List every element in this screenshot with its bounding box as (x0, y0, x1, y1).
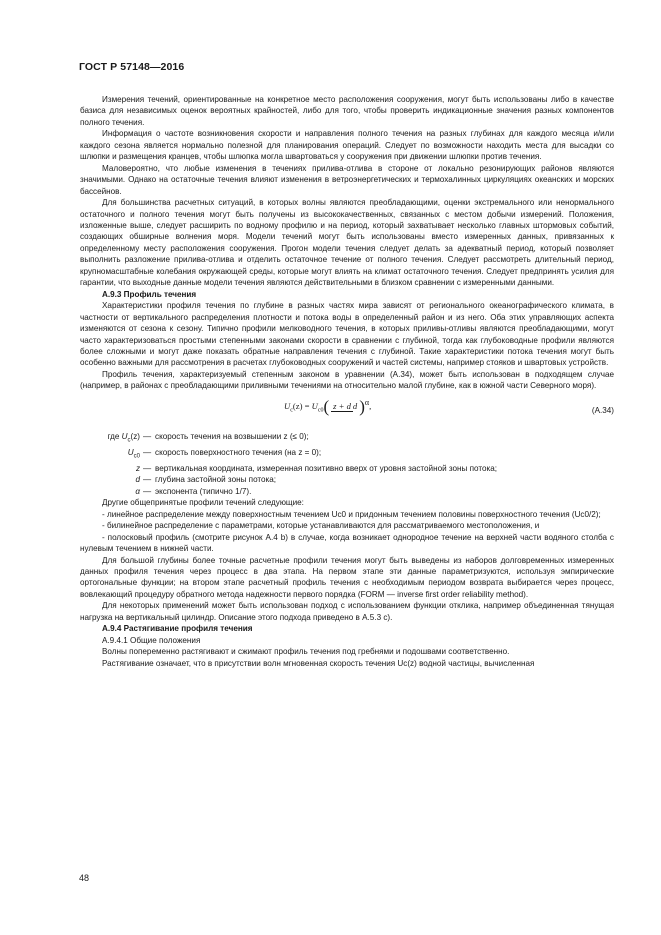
section-heading-a93: А.9.3 Профиль течения (102, 289, 197, 299)
definition-text: экспонента (типично 1/7). (155, 486, 252, 496)
formula-a34 (80, 395, 614, 427)
paragraph: - линейное распределение между поверхностным течением Uc0 и придонным течением половины поверхностного течения (Uc0/2); (102, 509, 601, 519)
formula-denominator: d (352, 400, 358, 411)
definitions-list (80, 431, 614, 498)
definition-item: d — глубина застойной зоны потока; (80, 474, 614, 485)
definition-text: скорость поверхностного течения (на z = 0); (155, 447, 322, 457)
paragraph: Для большинства расчетных ситуаций, в которых волны являются преобладающими, оценки экстремального или ненормального остаточного и полного течения могут быть получены из высококачественных, связанных с местом добычи измерений. Положения, изложенные выше, следует расширить по водному профилю и на период, который захватывает несколько главных штормовых событий, создающих обширные волнения моря. Модели течений могут быть использованы вместо измеренных данных, привязанных к определенному месту расположения сооружения. Прогон модели течения следует делать за адекватный период, который позволяет выполнить разложение прилива-отлива и отделить остаточное течение от полного течения. Следует рассмотреть длительный период, крупномасштабные колебания окружающей среды, которые могут влиять на климат остаточного течения. Следует предпринять усилия для гарантии, что выходные данные модели течения являются действительными в близком сравнении с измеренными данными. (80, 198, 614, 288)
page-body (80, 94, 614, 669)
definition-symbol: z (135, 463, 140, 473)
formula-lhs: U (284, 400, 291, 411)
definition-symbol: $U_{c0}$ (127, 447, 140, 460)
formula-arg: (z) (292, 400, 303, 411)
formula-paren-close: ) (359, 396, 365, 416)
paragraph: Маловероятно, что любые изменения в течениях прилива-отлива в стороне от локально резонирующих районов являются значимыми. Однако на остаточные течения влияют изменения в ветроэнергетических и термохалинных циркуляциях океанских и морских бассейнов. (80, 163, 614, 196)
page-number: 48 (79, 873, 90, 883)
formula-coef: U (311, 400, 318, 411)
paragraph: Для некоторых применений может быть использован подход с использованием функции отклика, например объединенная тянущая нагрузка на вертикальный цилиндр. Описание этого подхода приведено в А.5.3 с). (80, 601, 614, 622)
definition-text: скорость течения на возвышении z (≤ 0); (155, 431, 309, 441)
paragraph: - билинейное распределение с параметрами, которые устанавливаются для рассматриваемого местоположения, и (102, 521, 540, 531)
formula-coef-sub: c0 (317, 407, 324, 414)
definition-item: α — экспонента (типично 1/7). (80, 486, 614, 497)
formula-expression (284, 397, 371, 417)
definition-text: вертикальная координата, измеренная позитивно вверх от уровня застойной зоны потока; (155, 463, 498, 473)
paragraph: - полосковый профиль (смотрите рисунок А.4 b) в случае, когда возникает однородное течение на верхней части водяного столба с нулевым течением в нижней части. (80, 532, 614, 554)
definition-symbol: где $U_c(z)$ (107, 431, 140, 444)
formula-paren-open: ( (323, 396, 330, 416)
formula-lhs-sub: c (290, 407, 293, 414)
formula-equals: = (302, 400, 312, 411)
section-heading-a94: А.9.4 Растягивание профиля течения (102, 624, 253, 634)
paragraph: Для большой глубины более точные расчетные профили течения могут быть выведены из наборов долговременных измеренных данных профиля течения через процесс в два этапа. На первом этапе эти данные параметризуются, используя эмпирические ортогональные функции; на втором этапе расчетный профиль течения с необходимым периодом возврата выбирается через процесс, вовлекающий процедуру обратного метода надежности первого порядка (FORM — inverse first order reliability method). (80, 555, 614, 599)
document-header: ГОСТ Р 57148—2016 (79, 61, 185, 73)
paragraph: Другие общепринятые профили течений следующие: (102, 498, 304, 508)
paragraph: Профиль течения, характеризуемый степенным законом в уравнении (А.34), может быть использован в подходящем случае (например, в районах с преобладающими приливными течениями на относительно малой глубине, как в южной части Северного моря). (80, 369, 614, 391)
paragraph: Растягивание означает, что в присутствии волн мгновенная скорость течения Uc(z) водной частицы, вычисленная (102, 658, 535, 668)
paragraph: Измерения течений, ориентированные на конкретное место расположения сооружения, могут быть использованы либо в качестве базиса для независимых оценок вероятных крайностей, либо для того, чтобы проверить индикационные значения разных компонентов полного течения. (80, 95, 614, 127)
definition-text: глубина застойной зоны потока; (155, 475, 277, 485)
paragraph: Волны попеременно растягивают и сжимают профиль течения под гребнями и подошвами соответственно. (102, 647, 510, 657)
definition-item: $U_{c0}$ — скорость поверхностного течения (на z = 0); (80, 447, 614, 463)
paragraph: Характеристики профиля течения по глубине в разных частях мира зависят от регионального океанографического климата, в частности от вертикального распределения плотности и потока воды в определенный район и из него. Оба этих управляющих аспекта изменяются от сезона к сезону. Типично профили мелководного течения, в которых приливы-отливы являются преобладающими, могут часто характеризоваться простыми степенными законами скорости в сравнении с глубиной, тогда как глубоководные профили являются более сложными и могут даже показать обратные направления течения с глубиной. Такие характеристики потока течения могут быть особенно важными для рассмотрения в расчетах глубоководных сооружений и частей системы, например стояков и швартовых устройств. (80, 301, 614, 368)
subsection-heading-a941: А.9.4.1 Общие положения (102, 635, 201, 645)
equation-number: (А.34) (591, 405, 614, 415)
formula-numerator: z + d (333, 400, 351, 411)
paragraph: Информация о частоте возникновения скорости и направления полного течения на разных глубинах для каждого месяца и/или каждого сезона является нормально полезной для планирования операций. Следует по возможности находить места для высадки со шлюпки и размещения кранцев, чтобы шлюпка могла швартоваться у сооружения при движении шлюпки против течения. (80, 129, 614, 162)
definition-symbol: d (135, 475, 140, 485)
definition-item: z — вертикальная координата, измеренная позитивно вверх от уровня застойной зоны потока; (80, 463, 614, 474)
formula-exponent: α (364, 397, 370, 407)
definition-symbol: α (135, 486, 140, 496)
formula-fraction (331, 401, 357, 412)
definition-item: где $U_c(z)$ — скорость течения на возвышении z (≤ 0); (80, 431, 614, 447)
formula-tail: , (369, 400, 372, 411)
